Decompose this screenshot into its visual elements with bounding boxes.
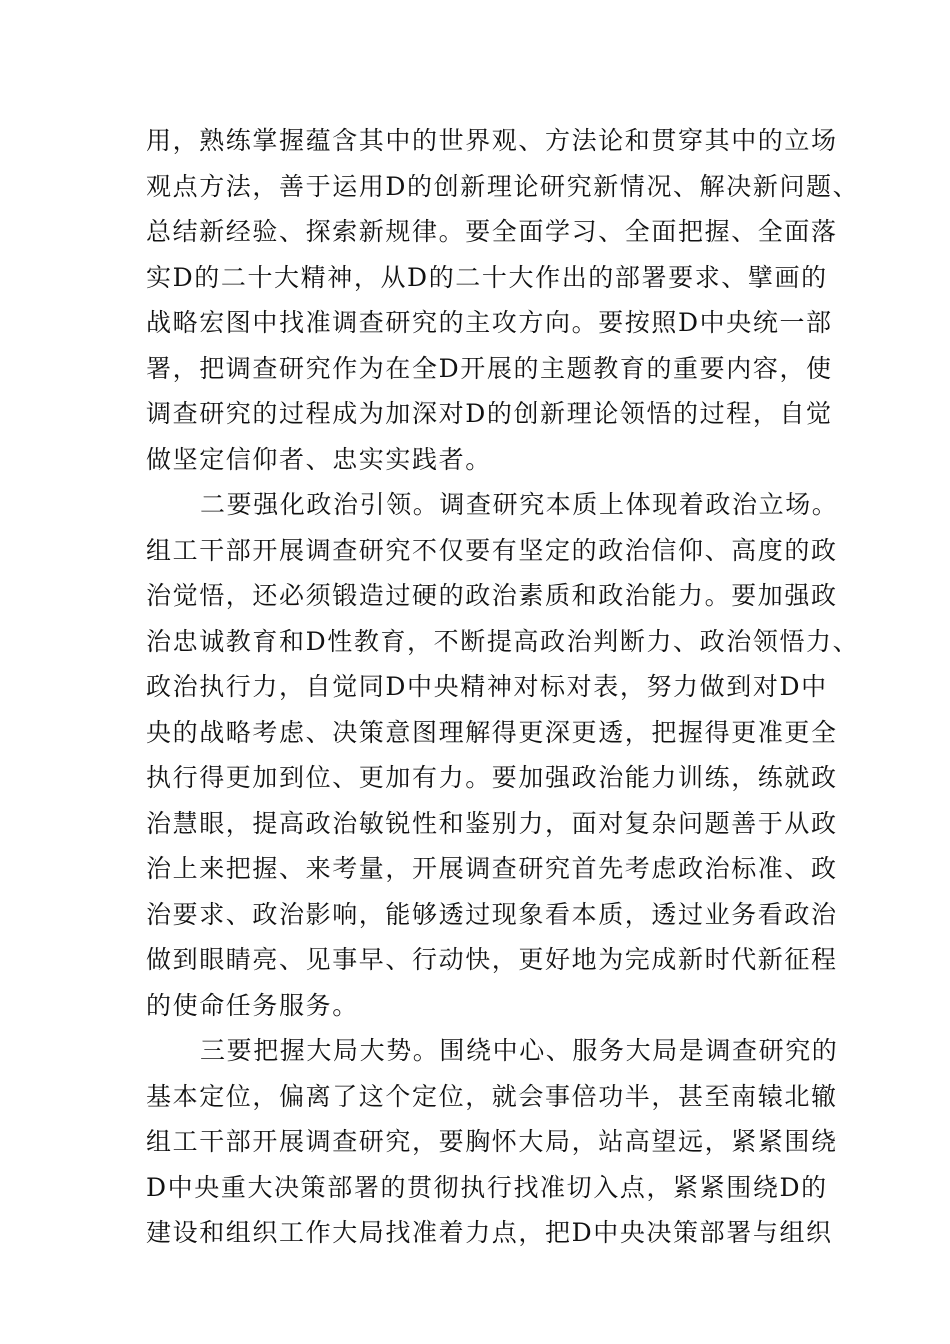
text-line: 组工干部开展调查研究不仅要有坚定的政治信仰、高度的政 xyxy=(146,535,838,565)
text-line: 调查研究的过程成为加深对D的创新理论领悟的过程，自觉 xyxy=(146,399,833,428)
text-line: 观点方法，善于运用D的创新理论研究新情况、解决新问题、 xyxy=(146,171,860,201)
text-line: 基本定位，偏离了这个定位，就会事倍功半，甚至南辕北辙 xyxy=(146,1081,838,1111)
text-line: 战略宏图中找准调查研究的主攻方向。要按照D中央统一部 xyxy=(146,308,833,337)
paragraph-1 xyxy=(146,118,860,482)
text-line: 做坚定信仰者、忠实实践者。 xyxy=(146,444,492,474)
text-line: 的使命任务服务。 xyxy=(146,990,359,1020)
text-line: 建设和组织工作大局找准着力点，把D中央决策部署与组织 xyxy=(146,1218,833,1247)
text-line: 央的战略考虑、决策意图理解得更深更透，把握得更准更全 xyxy=(146,717,838,747)
text-line: 治觉悟，还必须锻造过硬的政治素质和政治能力。要加强政 xyxy=(146,581,838,610)
document-body xyxy=(146,118,860,1256)
text-line: 署，把调查研究作为在全D开展的主题教育的重要内容，使 xyxy=(146,353,833,383)
paragraph-2 xyxy=(146,482,860,1028)
paragraph-3 xyxy=(146,1028,839,1256)
text-line: 组工干部开展调查研究，要胸怀大局，站高望远，紧紧围绕 xyxy=(146,1127,838,1156)
text-line: 政治执行力，自觉同D中央精神对标对表，努力做到对D中 xyxy=(146,672,828,701)
text-line: 治要求、政治影响，能够透过现象看本质，透过业务看政治 xyxy=(146,899,838,929)
text-line: 执行得更加到位、更加有力。要加强政治能力训练，练就政 xyxy=(146,763,838,792)
text-line: 治上来把握、来考量，开展调查研究首先考虑政治标准、政 xyxy=(146,854,838,883)
text-line: 实D的二十大精神，从D的二十大作出的部署要求、擘画的 xyxy=(146,262,828,292)
text-line: 总结新经验、探索新规律。要全面学习、全面把握、全面落 xyxy=(146,217,838,246)
text-line: 用，熟练掌握蕴含其中的世界观、方法论和贯穿其中的立场 xyxy=(146,126,838,155)
text-line-first: 三要把握大局大势。围绕中心、服务大局是调查研究的 xyxy=(200,1036,839,1065)
text-line: 做到眼睛亮、见事早、行动快，更好地为完成新时代新征程 xyxy=(146,945,838,974)
text-line: 治忠诚教育和D性教育，不断提高政治判断力、政治领悟力、 xyxy=(146,626,860,656)
text-line: D中央重大决策部署的贯彻执行找准切入点，紧紧围绕D的 xyxy=(146,1172,828,1202)
text-line-first: 二要强化政治引领。调查研究本质上体现着政治立场。 xyxy=(200,490,839,519)
text-line: 治慧眼，提高政治敏锐性和鉴别力，面对复杂问题善于从政 xyxy=(146,808,838,838)
